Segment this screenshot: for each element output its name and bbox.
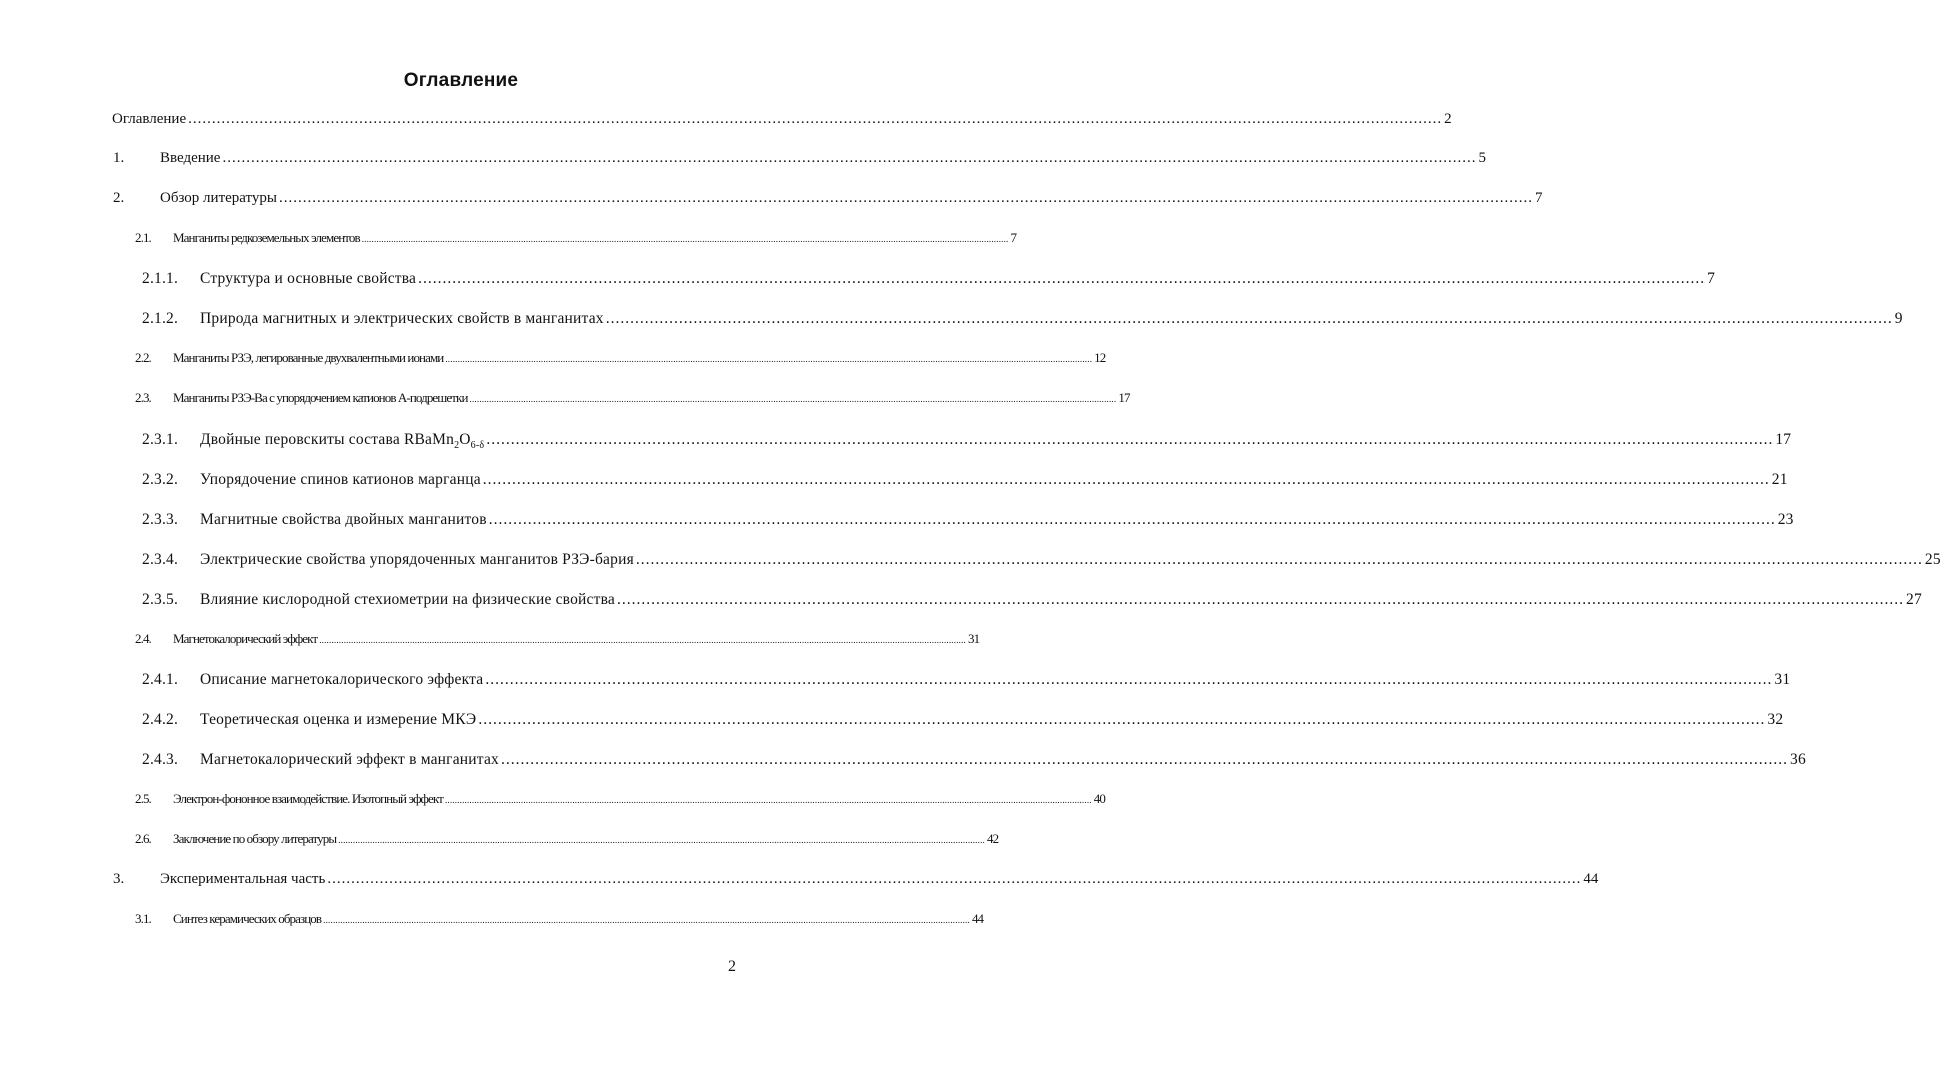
toc-entry-number: 3.1. (135, 911, 151, 926)
toc-entry-page: 36 (1790, 751, 1806, 768)
toc-entry[interactable] (142, 751, 1806, 773)
toc-entry-page: 31 (968, 631, 980, 646)
toc-entry-page: 44 (971, 911, 984, 926)
toc-entry-number: 2.4.3. (142, 751, 179, 768)
dot-leader (478, 711, 1765, 729)
toc-entry-title: Экспериментальная часть (160, 871, 326, 887)
toc-entry-title (200, 431, 484, 451)
toc-entry-number: 2.1. (135, 230, 151, 245)
toc-entry-number: 2.4.1. (142, 671, 179, 688)
dot-leader (327, 871, 1581, 888)
dot-leader (418, 270, 1705, 288)
toc-entry[interactable] (142, 591, 1922, 613)
toc-entry[interactable] (135, 350, 1106, 372)
toc-entry-title-part: O (459, 431, 471, 448)
toc-entry-page: 9 (1894, 310, 1903, 327)
toc-entry-number: 1. (113, 150, 125, 166)
toc-entry[interactable] (142, 310, 1903, 332)
toc-entry-title: Манганиты РЗЭ-Ва с упорядочением катионов А-подрешетки (173, 390, 468, 405)
toc-entry-title: Манганиты редкоземельных элементов (173, 230, 360, 245)
toc-entry-page: 7 (1707, 270, 1716, 287)
toc-entry-page: 31 (1774, 671, 1791, 688)
toc-entry-number: 2. (113, 190, 125, 206)
dot-leader (489, 511, 1776, 529)
dot-leader (470, 394, 1117, 404)
toc-entry[interactable] (113, 150, 1486, 172)
dot-leader (485, 671, 1772, 689)
toc-entry-page: 5 (1478, 150, 1486, 166)
toc-entry[interactable] (113, 871, 1599, 893)
toc-entry-page: 32 (1767, 711, 1784, 728)
toc-entry[interactable] (142, 671, 1791, 693)
toc-entry-title: Магнетокалорический эффект в манганитах (200, 751, 499, 768)
toc-entry-title: Заключение по обзору литературы (173, 831, 337, 846)
dot-leader (501, 751, 1788, 769)
toc-entry-page: 23 (1777, 511, 1794, 528)
toc-entry[interactable] (135, 831, 999, 853)
toc-entry-title: Магнитные свойства двойных манганитов (200, 511, 487, 528)
toc-entry-title-part: Двойные перовскиты состава RBaMn (200, 431, 455, 448)
toc-entry-page: 7 (1534, 190, 1543, 206)
toc-entry-title: Теоретическая оценка и измерение МКЭ (200, 711, 477, 728)
toc-entry-title: Оглавление (112, 111, 187, 127)
toc-entry-number: 2.3.5. (142, 591, 179, 608)
toc-entry-title: Синтез керамических образцов (173, 911, 322, 926)
toc-entry[interactable] (142, 551, 1941, 573)
toc-entry[interactable] (142, 471, 1788, 493)
dot-leader (483, 471, 1770, 489)
toc-entry-number: 2.3. (135, 390, 151, 405)
toc-entry[interactable] (135, 230, 1017, 252)
dot-leader (319, 635, 966, 645)
toc-entry-page: 7 (1010, 230, 1017, 245)
toc-entry[interactable] (135, 791, 1105, 813)
dot-leader (445, 354, 1092, 364)
toc-entry-title: Упорядочение спинов катионов марганца (200, 471, 481, 488)
page-title: Оглавление (403, 70, 519, 91)
toc-entry-page: 27 (1906, 591, 1922, 608)
toc-entry-page: 40 (1093, 791, 1105, 806)
toc-entry[interactable] (135, 390, 1130, 412)
toc-entry-number: 2.3.3. (142, 511, 179, 528)
toc-entry[interactable] (113, 190, 1543, 212)
toc-entry-title: Электрические свойства упорядоченных манганитов РЗЭ-бария (200, 551, 634, 568)
toc-entry-number: 2.2. (135, 350, 151, 365)
dot-leader (338, 835, 985, 845)
dot-leader (188, 111, 1442, 128)
toc-entry-page: 12 (1094, 350, 1106, 365)
dot-leader (606, 310, 1893, 328)
toc-entry-number: 2.1.2. (142, 310, 179, 327)
toc-entry[interactable] (142, 431, 1792, 453)
toc-entry-title: Введение (160, 150, 221, 166)
toc-entry-page: 2 (1444, 111, 1452, 127)
toc-entry[interactable] (142, 270, 1716, 292)
toc-entry[interactable] (135, 631, 980, 653)
toc-entry[interactable] (112, 111, 1452, 133)
dot-leader (445, 795, 1092, 805)
toc-entry[interactable] (142, 511, 1794, 533)
toc-entry-number: 2.1.1. (142, 270, 179, 287)
toc-entry-title: Электрон-фононное взаимодействие. Изотопный эффект (173, 791, 443, 806)
toc-entry-number: 2.3.2. (142, 471, 179, 488)
toc-entry-number: 3. (113, 871, 125, 887)
toc-entry-page: 17 (1118, 390, 1130, 405)
toc-entry[interactable] (135, 911, 984, 933)
toc-entry-page: 17 (1775, 431, 1792, 448)
toc-entry-page: 42 (987, 831, 999, 846)
toc-entry-number: 2.5. (135, 791, 151, 806)
toc-entry-page: 44 (1583, 871, 1599, 887)
page-number: 2 (728, 958, 736, 975)
toc-entry-page: 25 (1924, 551, 1941, 568)
subscript: 6-δ (470, 440, 485, 452)
dot-leader (279, 190, 1533, 207)
toc-entry-number: 2.3.1. (142, 431, 179, 448)
toc-entry-title: Манганиты РЗЭ, легированные двухвалентными ионами (173, 350, 444, 365)
dot-leader (362, 234, 1009, 244)
toc-entry-number: 2.6. (135, 831, 151, 846)
toc-entry-title: Влияние кислородной стехиометрии на физические свойства (200, 591, 615, 608)
dot-leader (486, 431, 1773, 449)
toc-entry-title: Природа магнитных и электрических свойств в манганитах (200, 310, 604, 327)
dot-leader (323, 915, 970, 925)
toc-entry-number: 2.4. (135, 631, 151, 646)
toc-entry-number: 2.4.2. (142, 711, 179, 728)
toc-entry-title: Обзор литературы (160, 190, 277, 206)
toc-entry-title: Магнетокалорический эффект (173, 631, 318, 646)
dot-leader (636, 551, 1923, 569)
toc-entry[interactable] (142, 711, 1784, 733)
toc-entry-number: 2.3.4. (142, 551, 179, 568)
subscript: 2 (454, 440, 460, 452)
toc-entry-title: Структура и основные свойства (200, 270, 417, 287)
dot-leader (617, 591, 1904, 609)
dot-leader (222, 150, 1476, 167)
toc-entry-page: 21 (1771, 471, 1788, 488)
toc-entry-title: Описание магнетокалорического эффекта (200, 671, 484, 688)
